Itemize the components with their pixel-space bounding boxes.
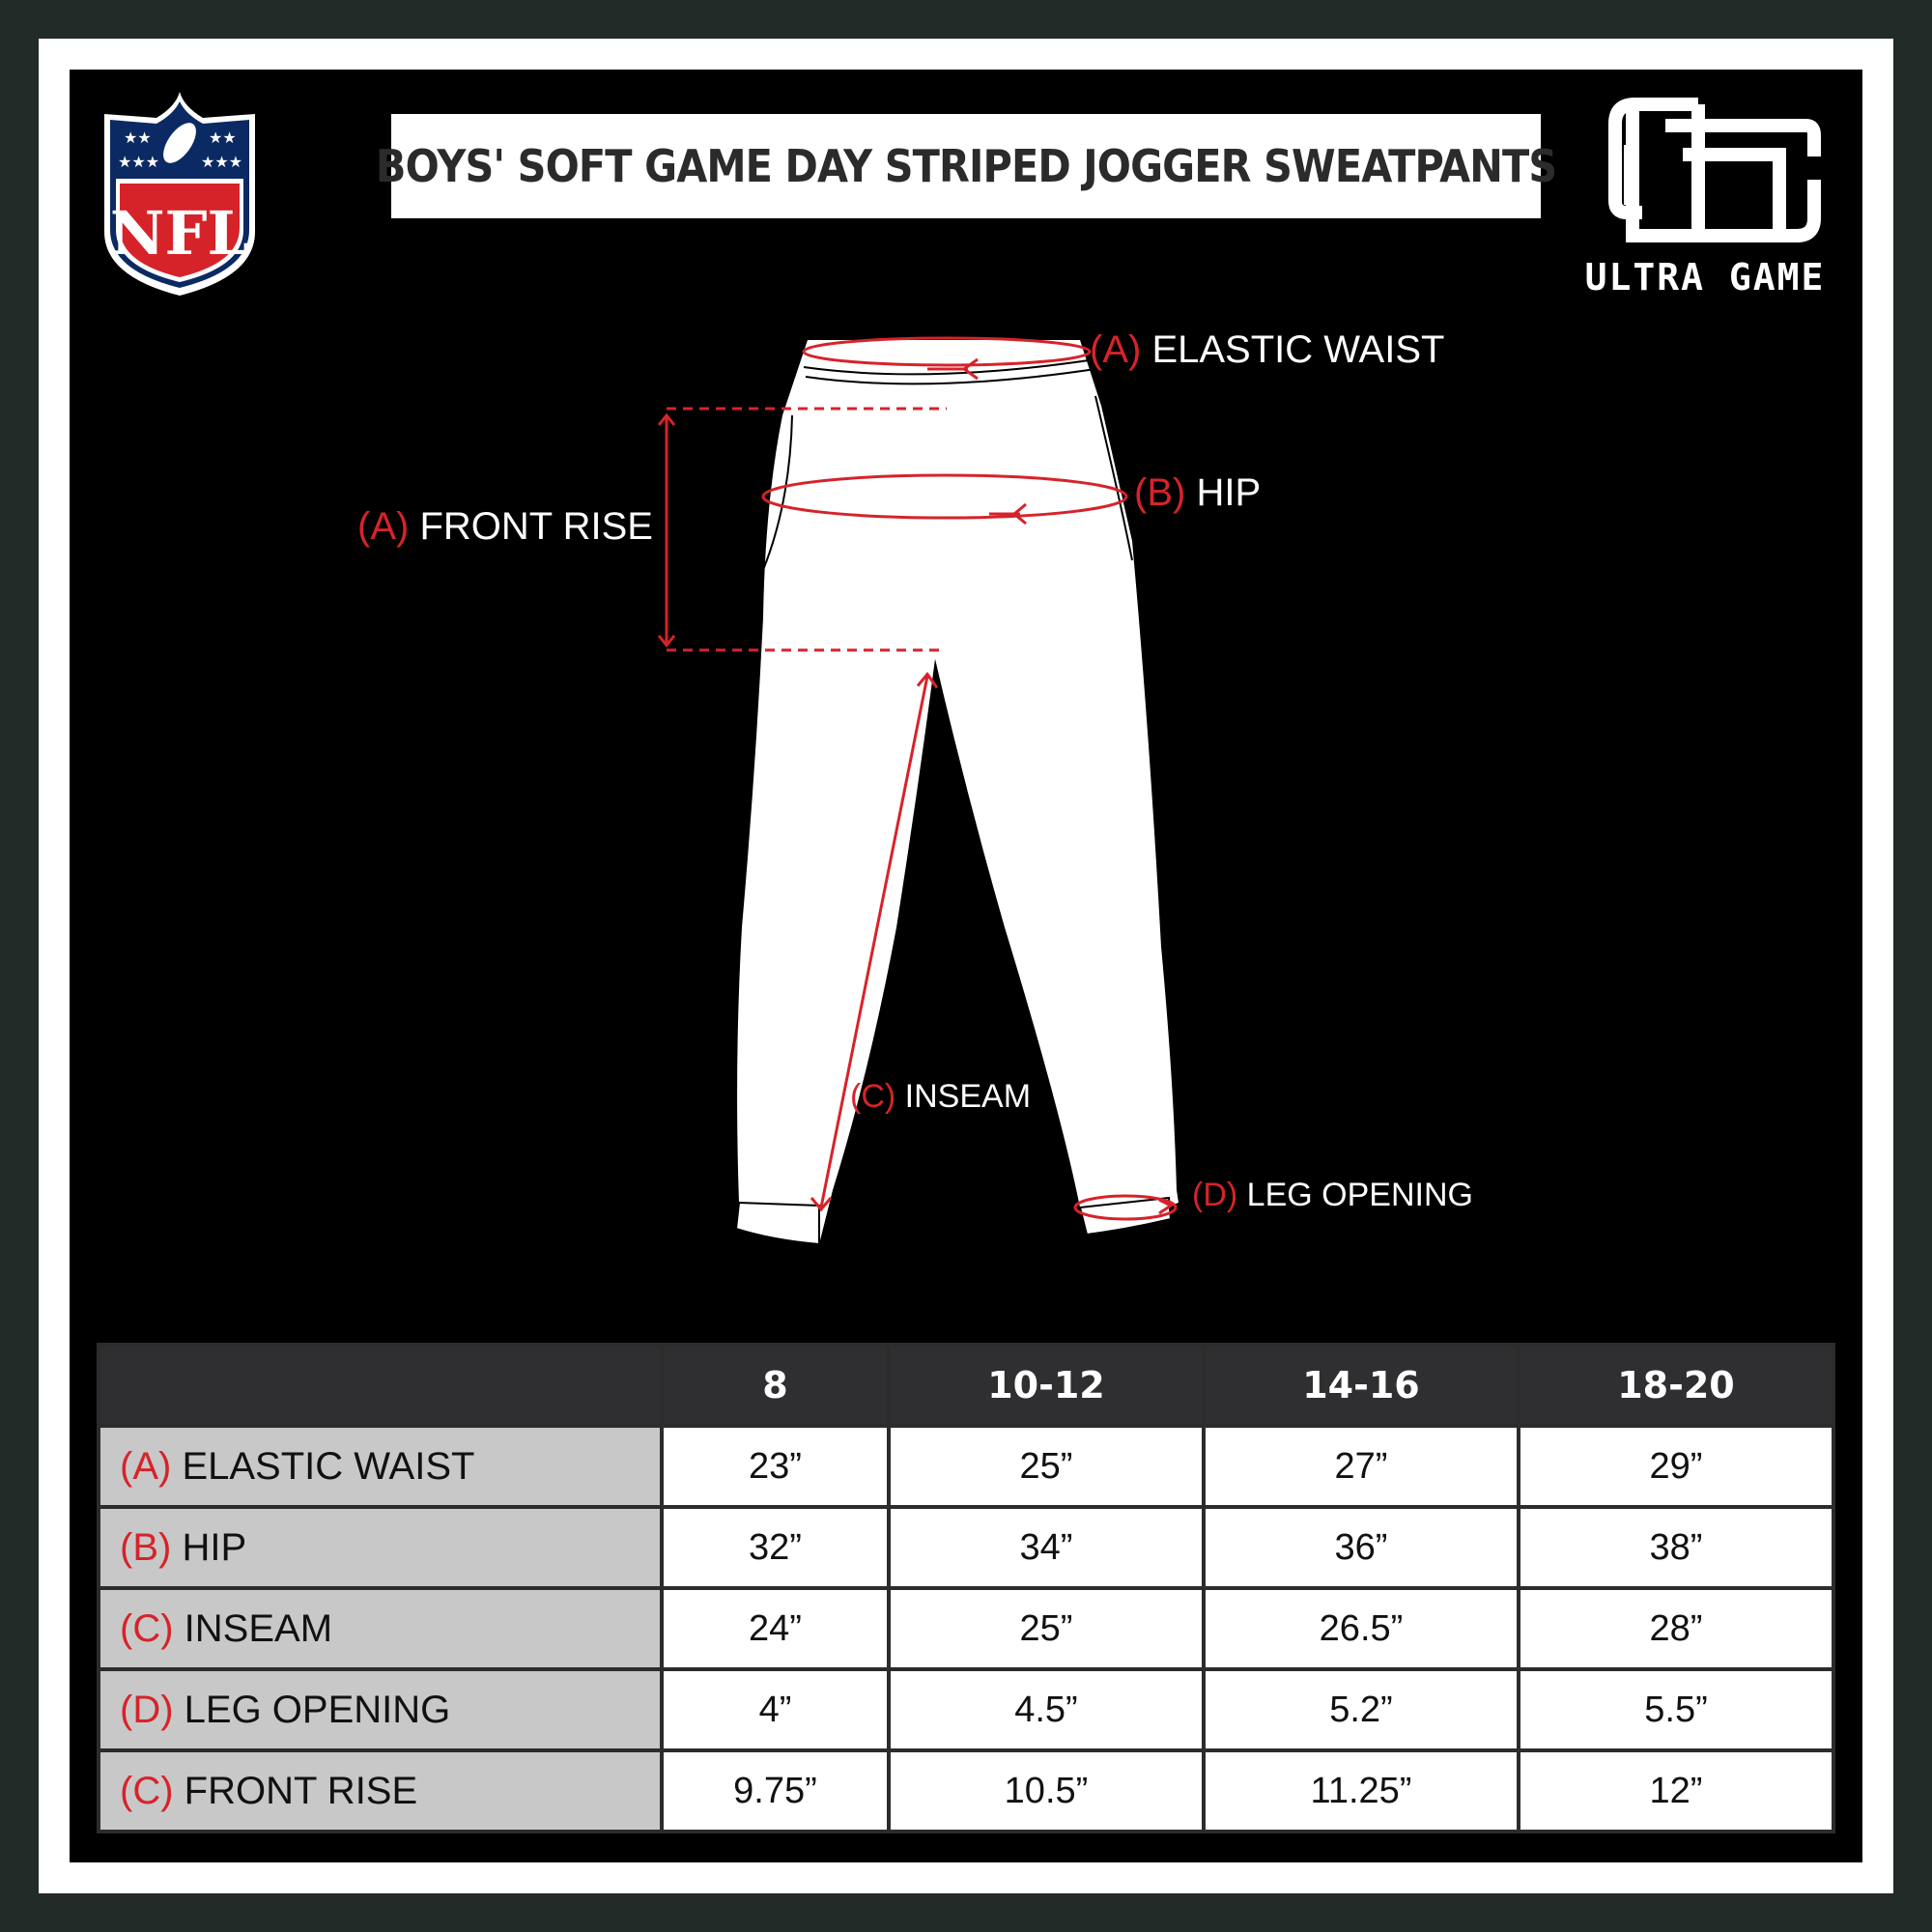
nfl-logo-text: NFL xyxy=(109,198,250,269)
label-text: ELASTIC WAIST xyxy=(1151,328,1445,371)
label-code: (A) xyxy=(1090,328,1142,371)
brand-name: ULTRA GAME xyxy=(1584,256,1826,298)
table-header-row xyxy=(100,1347,1832,1424)
header-cell: 8 xyxy=(664,1347,887,1424)
table-cell: 36” xyxy=(1206,1509,1517,1586)
table-row xyxy=(100,1671,1832,1748)
row-label xyxy=(100,1509,660,1586)
table-row xyxy=(100,1590,1832,1667)
label-leg-opening xyxy=(1192,1177,1473,1214)
page-title: BOYS' SOFT GAME DAY STRIPED JOGGER SWEATPANTS xyxy=(375,140,1557,192)
svg-text:★★★: ★★★ xyxy=(118,153,160,171)
table-cell: 10.5” xyxy=(891,1752,1202,1830)
table-cell: 23” xyxy=(664,1428,887,1505)
table-cell: 32” xyxy=(664,1509,887,1586)
row-code: (C) xyxy=(120,1769,174,1812)
row-code: (B) xyxy=(120,1525,172,1569)
table-cell: 4” xyxy=(664,1671,887,1748)
label-text: INSEAM xyxy=(904,1078,1032,1115)
ultra-game-logo xyxy=(1615,104,1814,236)
row-label-text: HIP xyxy=(182,1525,247,1569)
table-row xyxy=(100,1428,1832,1505)
row-label xyxy=(100,1671,660,1748)
label-code: (C) xyxy=(850,1078,896,1115)
table-row xyxy=(100,1752,1832,1830)
svg-text:★★★: ★★★ xyxy=(201,153,243,171)
table-cell: 34” xyxy=(891,1509,1202,1586)
label-code: (D) xyxy=(1192,1177,1238,1213)
table-cell: 25” xyxy=(891,1428,1202,1505)
row-code: (A) xyxy=(120,1444,172,1488)
table-cell: 38” xyxy=(1520,1509,1832,1586)
table-cell: 26.5” xyxy=(1206,1590,1517,1667)
svg-text:★★: ★★ xyxy=(124,128,152,147)
table-cell: 27” xyxy=(1206,1428,1517,1505)
label-code: (A) xyxy=(357,505,410,548)
label-text: HIP xyxy=(1196,471,1262,514)
row-code: (C) xyxy=(120,1606,174,1650)
table-cell: 12” xyxy=(1520,1752,1832,1830)
row-code: (D) xyxy=(120,1688,174,1731)
svg-text:★★: ★★ xyxy=(209,128,237,147)
label-inseam xyxy=(850,1078,1031,1116)
table-cell: 5.2” xyxy=(1206,1671,1517,1748)
label-front-rise xyxy=(357,505,653,549)
row-label-text: ELASTIC WAIST xyxy=(182,1444,475,1488)
table-cell: 28” xyxy=(1520,1590,1832,1667)
table-cell: 9.75” xyxy=(664,1752,887,1830)
header-cell: 14-16 xyxy=(1206,1347,1517,1424)
nfl-logo xyxy=(104,92,255,296)
row-label-text: LEG OPENING xyxy=(184,1688,451,1731)
label-text: FRONT RISE xyxy=(419,505,653,548)
table-cell: 24” xyxy=(664,1590,887,1667)
row-label xyxy=(100,1428,660,1505)
title-box xyxy=(375,114,1557,218)
header-cell: 18-20 xyxy=(1520,1347,1832,1424)
row-label xyxy=(100,1752,660,1830)
row-label xyxy=(100,1590,660,1667)
label-elastic-waist xyxy=(1090,328,1444,372)
table-row xyxy=(100,1509,1832,1586)
size-chart-table xyxy=(97,1343,1835,1833)
label-text: LEG OPENING xyxy=(1246,1177,1473,1213)
label-hip xyxy=(1134,471,1261,515)
label-code: (B) xyxy=(1134,471,1186,514)
header-cell xyxy=(100,1347,660,1424)
table-cell: 4.5” xyxy=(891,1671,1202,1748)
header-cell: 10-12 xyxy=(891,1347,1202,1424)
row-label-text: FRONT RISE xyxy=(184,1769,418,1812)
table-cell: 29” xyxy=(1520,1428,1832,1505)
table-cell: 5.5” xyxy=(1520,1671,1832,1748)
table-cell: 11.25” xyxy=(1206,1752,1517,1830)
table-cell: 25” xyxy=(891,1590,1202,1667)
row-label-text: INSEAM xyxy=(184,1606,333,1650)
